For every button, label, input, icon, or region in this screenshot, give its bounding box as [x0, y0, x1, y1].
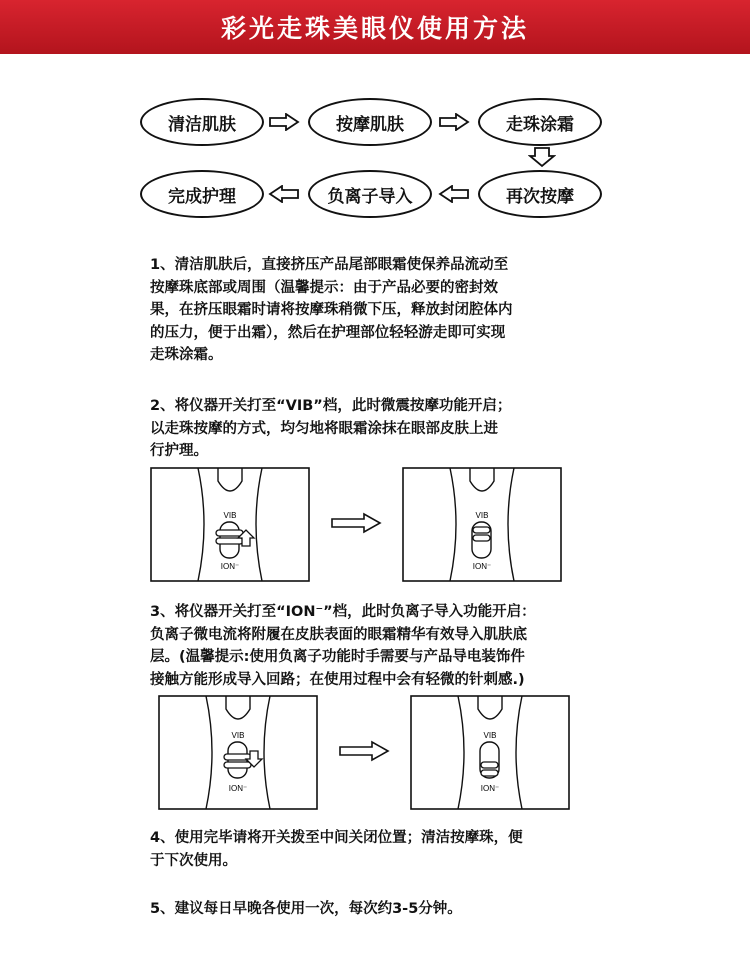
device-panel-before-vib [150, 467, 310, 582]
text-line: 4、使用完毕请将开关拨至中间关闭位置；清洁按摩珠，便 [150, 830, 523, 846]
text-line: 走珠涂霜。 [150, 347, 223, 363]
ion-label: ION⁻ [228, 784, 248, 793]
text-line: 果，在挤压眼霜时请将按摩珠稍微下压，释放封闭腔体内 [150, 302, 513, 318]
text-line: 3、将仪器开关打至“ION⁻”档，此时负离子导入功能开启： [150, 604, 536, 620]
flow-step-complete: 完成护理 [140, 170, 264, 218]
vib-label: VIB [483, 731, 497, 740]
text-line: 按摩珠底部或周围（温馨提示：由于产品必要的密封效 [150, 279, 498, 296]
text-line: 层。(温馨提示:使用负离子功能时手需要与产品导电装饰件 [150, 649, 525, 665]
text-line: 于下次使用。 [150, 852, 237, 869]
right-arrow-icon [330, 512, 382, 534]
flow-step-remassage: 再次按摩 [478, 170, 602, 218]
device-panel-after-ion [410, 695, 570, 810]
text-line: 以走珠按摩的方式，均匀地将眼霜涂抹在眼部皮肤上进 [150, 420, 498, 437]
flow-step-ion-import: 负离子导入 [308, 170, 432, 218]
device-panel-after-vib [402, 467, 562, 582]
flow-step-massage: 按摩肌肤 [308, 98, 432, 146]
flow-step-roll-cream: 走珠涂霜 [478, 98, 602, 146]
down-arrow-icon [528, 146, 556, 168]
flow-step-cleanse: 清洁肌肤 [140, 98, 264, 146]
ion-label: ION⁻ [220, 562, 240, 571]
right-arrow-icon [268, 113, 300, 131]
text-line: 2、将仪器开关打至“VIB”档，此时微震按摩功能开启； [150, 398, 512, 414]
text-line: 1、清洁肌肤后，直接挤压产品尾部眼霜使保养品流动至 [150, 257, 509, 273]
instruction-step-3 [150, 601, 620, 691]
left-arrow-icon [438, 185, 470, 203]
ion-label: ION⁻ [472, 562, 492, 571]
instruction-step-4 [150, 827, 620, 872]
text-line: 接触方能形成导入回路；在使用过程中会有轻微的针刺感.) [150, 671, 525, 688]
instruction-step-1 [150, 254, 620, 367]
process-flow [0, 0, 750, 240]
vib-label: VIB [231, 731, 245, 740]
device-panel-before-ion [158, 695, 318, 810]
right-arrow-icon [338, 740, 390, 762]
vib-label: VIB [223, 511, 237, 520]
instruction-step-5 [150, 898, 620, 921]
text-line: 5、建议每日早晚各使用一次，每次约3-5分钟。 [150, 901, 462, 917]
instruction-step-2 [150, 395, 620, 463]
text-line: 行护理。 [150, 443, 208, 459]
right-arrow-icon [438, 113, 470, 131]
left-arrow-icon [268, 185, 300, 203]
vib-label: VIB [475, 511, 489, 520]
text-line: 的压力，便于出霜），然后在护理部位轻轻游走即可实现 [150, 324, 506, 341]
page-title: 彩光走珠美眼仪使用方法 [220, 14, 529, 43]
text-line: 负离子微电流将附履在皮肤表面的眼霜精华有效导入肌肤底 [150, 626, 527, 643]
ion-label: ION⁻ [480, 784, 500, 793]
